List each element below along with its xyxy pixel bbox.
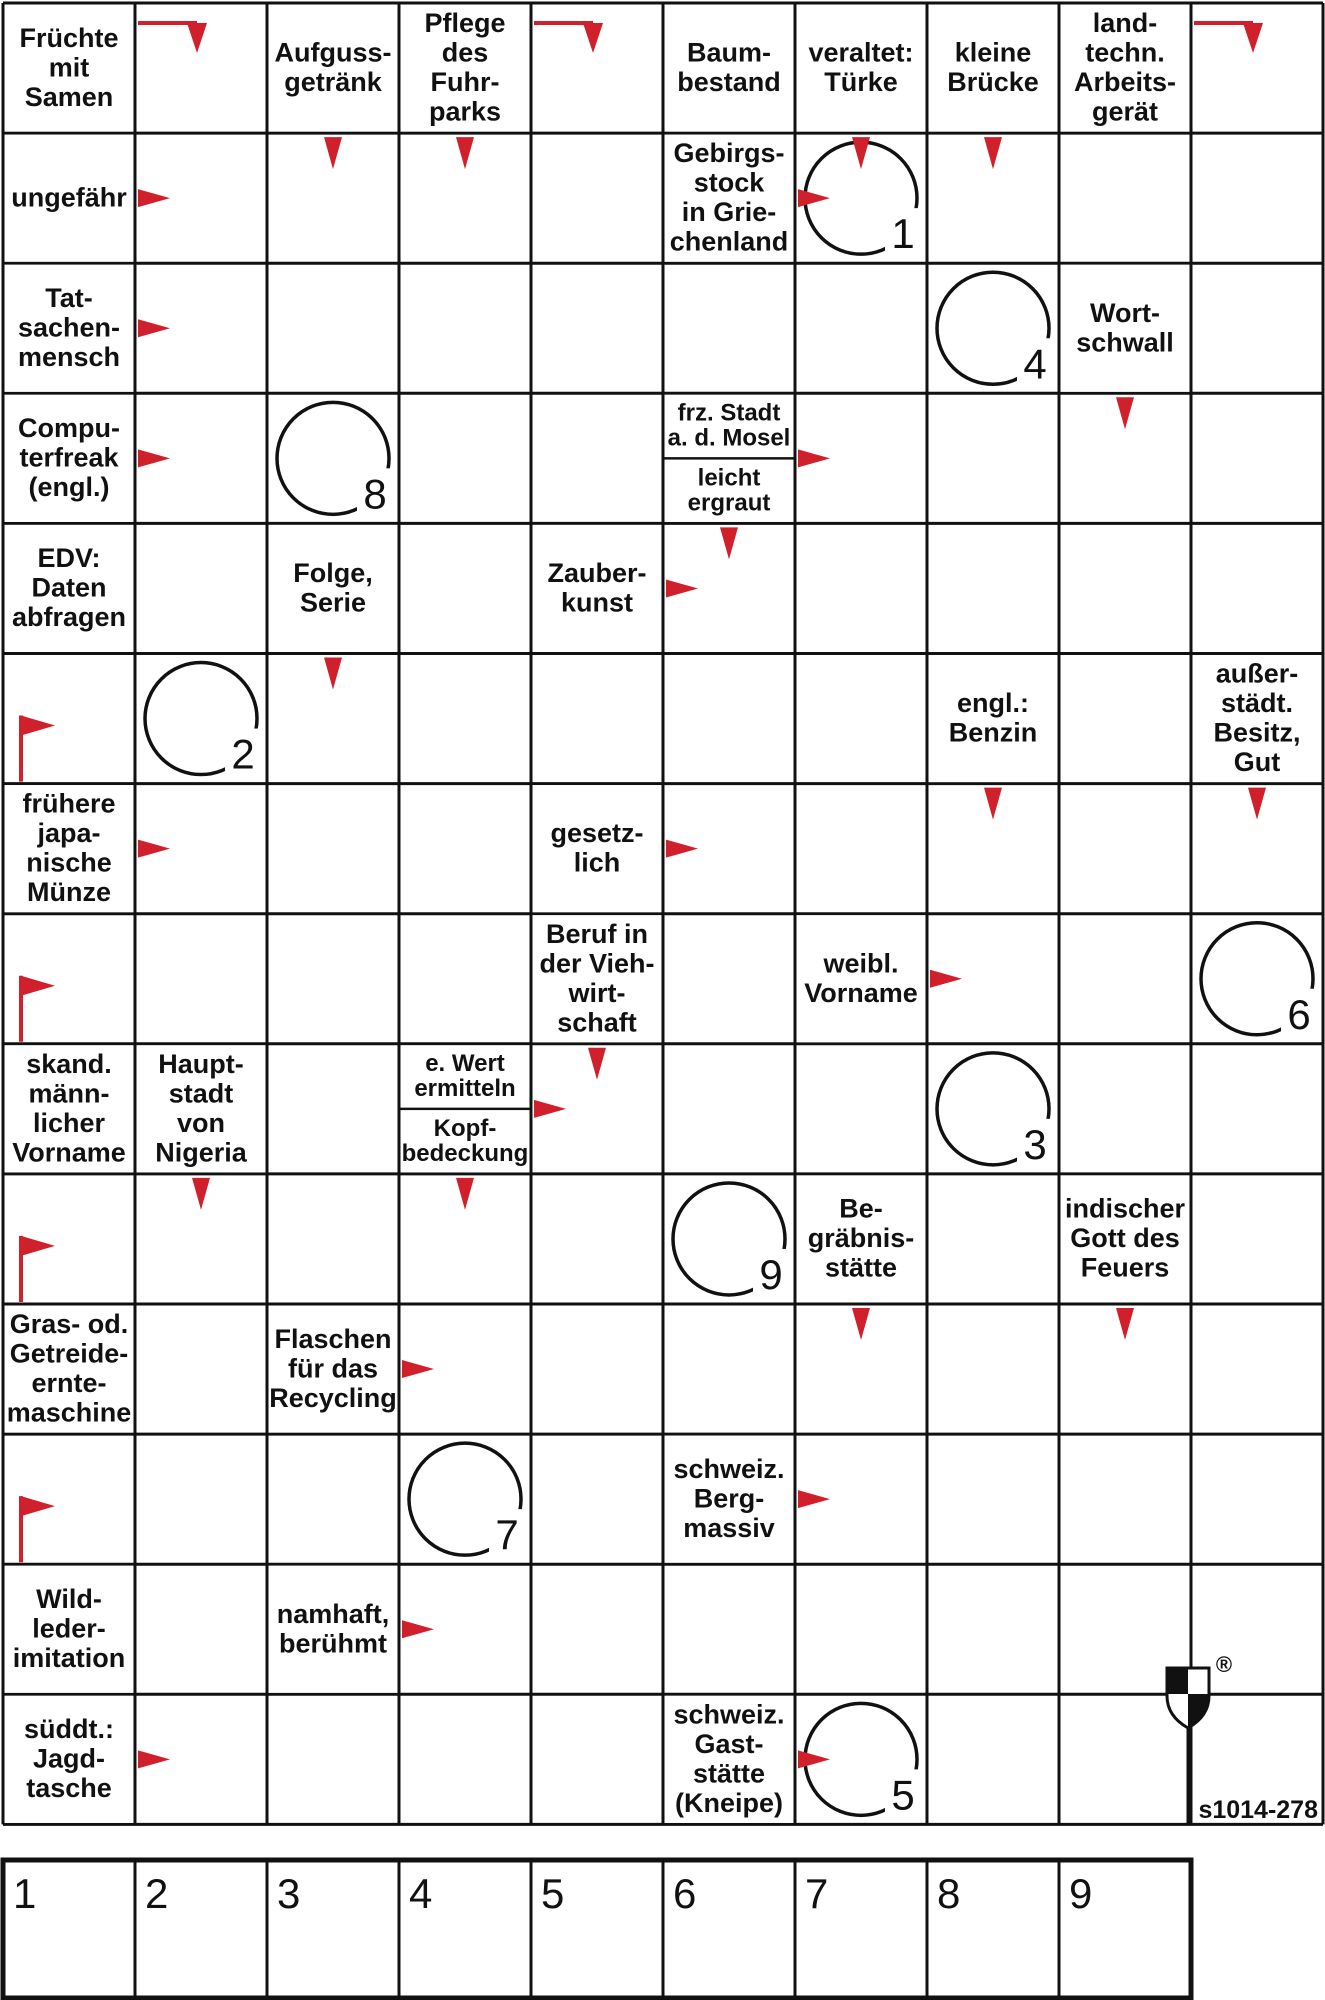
clue-text-line: Gras- od. xyxy=(9,1309,129,1340)
answer-cell-r8-c6[interactable] xyxy=(795,1044,927,1174)
circle-number: 4 xyxy=(1023,340,1047,388)
answer-cell-r4-c7[interactable] xyxy=(927,523,1059,653)
clue-text-line: bedeckung xyxy=(401,1139,529,1167)
clue-text-line: land- xyxy=(1092,8,1158,39)
clue-cell xyxy=(5,785,134,912)
answer-cell-r8-c9[interactable] xyxy=(1191,1044,1323,1174)
solution-number: 6 xyxy=(673,1870,697,1917)
clue-text-line: Berg- xyxy=(693,1483,765,1514)
answer-cell-r13-c4[interactable] xyxy=(531,1694,663,1824)
clue-cell xyxy=(665,135,794,262)
clue-text-line: veraltet: xyxy=(808,37,914,68)
clue-text-line: japa- xyxy=(37,818,101,849)
clue-text-line: skand. xyxy=(26,1048,112,1079)
clue-text-line: imitation xyxy=(12,1643,126,1674)
answer-cell-r12-c6[interactable] xyxy=(795,1564,927,1694)
clue-text-line: engl.: xyxy=(957,688,1029,719)
clue-text-line: chenland xyxy=(669,226,789,257)
answer-cell-r8-c5[interactable] xyxy=(663,1044,795,1174)
clue-cell xyxy=(1061,5,1190,132)
clue-cell xyxy=(797,5,926,132)
clue-text-line: in Grie- xyxy=(681,197,777,228)
clue-text-line: Serie xyxy=(299,587,367,618)
clue-text-line: lich xyxy=(573,847,621,878)
clue-text-line: Pflege xyxy=(424,8,506,39)
answer-cell-r8-c8[interactable] xyxy=(1059,1044,1191,1174)
answer-cell-r11-c9[interactable] xyxy=(1191,1434,1323,1564)
clue-text-line: männ- xyxy=(28,1078,110,1109)
clue-text-line: des xyxy=(441,37,489,68)
answer-cell-r7-c5[interactable] xyxy=(663,914,795,1044)
answer-cell-r10-c5[interactable] xyxy=(663,1304,795,1434)
clue-text-line: städt. xyxy=(1220,688,1294,719)
answer-cell-r5-c5[interactable] xyxy=(663,654,795,784)
answer-cell-r4-c8[interactable] xyxy=(1059,523,1191,653)
clue-text-line: Beruf in xyxy=(545,918,649,949)
answer-cell-r13-c2[interactable] xyxy=(267,1694,399,1824)
clue-cell xyxy=(269,1306,398,1433)
clue-cell xyxy=(5,1045,134,1172)
answer-cell-r10-c9[interactable] xyxy=(1191,1304,1323,1434)
clue-text-line: Kopf- xyxy=(433,1114,497,1142)
clue-text-line: frühere xyxy=(22,788,116,819)
clue-text-line: Folge, xyxy=(293,557,373,588)
answer-cell-r4-c9[interactable] xyxy=(1191,523,1323,653)
circle-number: 1 xyxy=(891,210,915,258)
answer-cell-r5-c3[interactable] xyxy=(399,654,531,784)
answer-cell-r6-c3[interactable] xyxy=(399,784,531,914)
clue-cell xyxy=(533,785,662,912)
clue-text-line: Türke xyxy=(824,67,898,98)
clue-text-line: tasche xyxy=(26,1773,112,1804)
clue-text-line: massiv xyxy=(683,1512,775,1543)
solution-row xyxy=(3,1860,1191,1998)
clue-cell xyxy=(929,5,1058,132)
answer-cell-r1-c8[interactable] xyxy=(1059,133,1191,263)
answer-cell-r12-c4[interactable] xyxy=(531,1564,663,1694)
clue-cell xyxy=(5,525,134,652)
clue-text-line: Münze xyxy=(27,877,111,908)
answer-cell-r2-c9[interactable] xyxy=(1191,263,1323,393)
clue-cell xyxy=(665,1436,794,1563)
clue-text-line: Jagd- xyxy=(32,1743,106,1774)
answer-cell-r1-c9[interactable] xyxy=(1191,133,1323,263)
clue-text-line: Be- xyxy=(839,1193,883,1224)
answer-cell-r2-c5[interactable] xyxy=(663,263,795,393)
answer-cell-r7-c3[interactable] xyxy=(399,914,531,1044)
clue-cell xyxy=(1061,265,1190,392)
clue-cell xyxy=(1193,655,1322,782)
answer-cell-r4-c3[interactable] xyxy=(399,523,531,653)
answer-cell-r3-c4[interactable] xyxy=(531,393,663,523)
clue-text-line: kleine xyxy=(954,37,1032,68)
clue-cell xyxy=(137,1045,266,1172)
clue-cell xyxy=(269,5,398,132)
clue-text-line: Fuhr- xyxy=(430,67,500,98)
clue-text-line: Gut xyxy=(1233,747,1281,778)
clue-cell xyxy=(269,525,398,652)
circle-number: 7 xyxy=(495,1511,519,1559)
clue-text-line: außer- xyxy=(1215,658,1299,689)
clue-text-line: gerät xyxy=(1091,96,1159,127)
clue-text-line: terfreak xyxy=(19,442,119,473)
answer-cell-r6-c2[interactable] xyxy=(267,784,399,914)
answer-cell-r3-c9[interactable] xyxy=(1191,393,1323,523)
clue-cell xyxy=(5,135,134,262)
clue-cell xyxy=(797,1175,926,1302)
solution-number: 9 xyxy=(1069,1870,1093,1917)
clue-text-line: (Kneipe) xyxy=(675,1787,783,1818)
clue-cell xyxy=(929,655,1058,782)
answer-cell-r12-c1[interactable] xyxy=(135,1564,267,1694)
clue-text-line: Recycling xyxy=(269,1382,397,1413)
circle-number: 9 xyxy=(759,1250,783,1298)
clue-text-line: Nigeria xyxy=(155,1137,247,1168)
answer-cell-r2-c3[interactable] xyxy=(399,263,531,393)
clue-cell xyxy=(401,5,530,132)
clue-text-line: gesetz- xyxy=(550,818,644,849)
answer-cell-r11-c7[interactable] xyxy=(927,1434,1059,1564)
circle-number: 2 xyxy=(231,730,255,778)
shield-quarter xyxy=(1167,1668,1188,1694)
answer-cell-r7-c8[interactable] xyxy=(1059,914,1191,1044)
clue-cell xyxy=(665,460,794,522)
clue-text-line: schweiz. xyxy=(673,1453,785,1484)
clue-text-line: mit xyxy=(48,52,90,83)
clue-cell xyxy=(663,395,795,459)
clue-text-line: stätte xyxy=(824,1252,898,1283)
clue-cell xyxy=(533,915,662,1042)
clue-text-line: Besitz, xyxy=(1213,717,1301,748)
clue-text-line: Gebirgs- xyxy=(673,138,785,169)
solution-number: 8 xyxy=(937,1870,961,1917)
answer-cell-r10-c1[interactable] xyxy=(135,1304,267,1434)
circle-number: 3 xyxy=(1023,1120,1047,1168)
answer-cell-r1-c4[interactable] xyxy=(531,133,663,263)
answer-cell-r12-c9[interactable] xyxy=(1191,1564,1323,1694)
clue-text-line: Samen xyxy=(24,81,114,112)
clue-text-line: Feuers xyxy=(1080,1252,1170,1283)
clue-text-line: maschine xyxy=(6,1397,132,1428)
answer-cell-r9-c2[interactable] xyxy=(267,1174,399,1304)
clue-text-line: schaft xyxy=(557,1007,637,1038)
answer-cell-r11-c4[interactable] xyxy=(531,1434,663,1564)
clue-text-line: leicht xyxy=(697,464,761,492)
clue-cell xyxy=(5,395,134,522)
answer-cell-r10-c4[interactable] xyxy=(531,1304,663,1434)
clue-text-line: nische xyxy=(26,847,112,878)
clue-text-line: namhaft, xyxy=(276,1598,390,1629)
circle-number: 8 xyxy=(363,470,387,518)
clue-text-line: schwall xyxy=(1076,327,1174,358)
clue-text-line: leder- xyxy=(32,1613,106,1644)
clue-text-line: parks xyxy=(428,96,502,127)
clue-text-line: stätte xyxy=(692,1758,766,1789)
answer-cell-r11-c8[interactable] xyxy=(1059,1434,1191,1564)
clue-cell xyxy=(5,1696,134,1823)
solution-number: 7 xyxy=(805,1870,829,1917)
solution-number: 2 xyxy=(145,1870,169,1917)
clue-text-line: ermitteln xyxy=(414,1074,516,1102)
puzzle-code: s1014-278 xyxy=(1198,1796,1318,1824)
answer-cell-r7-c1[interactable] xyxy=(135,914,267,1044)
answer-cell-r13-c7[interactable] xyxy=(927,1694,1059,1824)
clue-text-line: ernte- xyxy=(31,1368,107,1399)
clue-text-line: von xyxy=(176,1107,226,1138)
solution-number: 1 xyxy=(13,1870,37,1917)
clue-text-line: mensch xyxy=(17,342,121,373)
answer-cell-r10-c7[interactable] xyxy=(927,1304,1059,1434)
answer-cell-r7-c2[interactable] xyxy=(267,914,399,1044)
clue-text-line: frz. Stadt xyxy=(677,399,781,427)
clue-text-line: a. d. Mosel xyxy=(667,424,791,452)
clue-text-line: Haupt- xyxy=(158,1048,244,1079)
clue-text-line: EDV: xyxy=(37,543,101,574)
clue-cell xyxy=(665,5,794,132)
clue-text-line: stock xyxy=(693,167,765,198)
clue-text-line: Gott des xyxy=(1070,1223,1180,1254)
clue-text-line: licher xyxy=(32,1107,106,1138)
clue-cell xyxy=(5,1566,134,1693)
clue-cell xyxy=(797,915,926,1042)
clue-text-line: Flaschen xyxy=(274,1323,392,1354)
answer-cell-r6-c8[interactable] xyxy=(1059,784,1191,914)
clue-text-line: stadt xyxy=(168,1078,234,1109)
answer-cell-r2-c4[interactable] xyxy=(531,263,663,393)
clue-text-line: Gast- xyxy=(694,1728,764,1759)
clue-text-line: Tat- xyxy=(45,283,93,314)
circle-number: 5 xyxy=(891,1771,915,1819)
answer-cell-r2-c2[interactable] xyxy=(267,263,399,393)
clue-cell xyxy=(665,1696,794,1823)
clue-text-line: Baum- xyxy=(686,37,772,68)
clue-text-line: Arbeits- xyxy=(1073,67,1177,98)
answer-cell-r2-c6[interactable] xyxy=(795,263,927,393)
clue-text-line: Brücke xyxy=(947,67,1039,98)
answer-cell-r11-c1[interactable] xyxy=(135,1434,267,1564)
answer-cell-r3-c3[interactable] xyxy=(399,393,531,523)
clue-text-line: Früchte xyxy=(19,22,119,53)
clue-text-line: Vorname xyxy=(804,977,918,1008)
solution-number: 3 xyxy=(277,1870,301,1917)
clue-text-line: indischer xyxy=(1064,1193,1186,1224)
clue-text-line: ergraut xyxy=(687,489,771,517)
answer-cell-r9-c7[interactable] xyxy=(927,1174,1059,1304)
clue-text-line: techn. xyxy=(1085,37,1165,68)
clue-text-line: für das xyxy=(287,1353,379,1384)
clue-text-line: berühmt xyxy=(279,1628,387,1659)
clue-text-line: Compu- xyxy=(18,413,120,444)
registered-mark: ® xyxy=(1215,1652,1233,1677)
clue-text-line: Aufguss- xyxy=(274,37,392,68)
solution-number: 4 xyxy=(409,1870,433,1917)
clue-text-line: ungefähr xyxy=(11,182,127,213)
clue-text-line: Wild- xyxy=(36,1584,102,1615)
clue-text-line: kunst xyxy=(560,587,634,618)
clue-text-line: Benzin xyxy=(948,717,1038,748)
answer-cell-r4-c1[interactable] xyxy=(135,523,267,653)
clue-text-line: getränk xyxy=(284,67,382,98)
clue-cell xyxy=(399,1045,531,1109)
clue-text-line: e. Wert xyxy=(425,1049,505,1077)
clue-text-line: weibl. xyxy=(823,948,899,979)
clue-text-line: Daten xyxy=(31,572,107,603)
clue-text-line: sachen- xyxy=(17,312,121,343)
answer-cell-r12-c5[interactable] xyxy=(663,1564,795,1694)
solution-number: 5 xyxy=(541,1870,565,1917)
clue-text-line: bestand xyxy=(677,67,781,98)
clue-cell xyxy=(533,525,662,652)
answer-cell-r5-c4[interactable] xyxy=(531,654,663,784)
clue-text-line: süddt.: xyxy=(24,1714,114,1745)
answer-cell-r4-c6[interactable] xyxy=(795,523,927,653)
answer-cell-r6-c6[interactable] xyxy=(795,784,927,914)
clue-text-line: Vorname xyxy=(12,1137,126,1168)
answer-cell-r13-c3[interactable] xyxy=(399,1694,531,1824)
clue-cell xyxy=(5,1306,134,1433)
answer-cell-r3-c7[interactable] xyxy=(927,393,1059,523)
clue-text-line: gräbnis- xyxy=(807,1223,915,1254)
clue-text-line: der Vieh- xyxy=(539,948,655,979)
answer-cell-r9-c9[interactable] xyxy=(1191,1174,1323,1304)
clue-cell xyxy=(5,5,134,132)
clue-cell xyxy=(5,265,134,392)
clue-cell xyxy=(269,1566,398,1693)
answer-cell-r8-c2[interactable] xyxy=(267,1044,399,1174)
clue-text-line: Zauber- xyxy=(547,557,647,588)
clue-text-line: (engl.) xyxy=(28,472,110,503)
clue-cell xyxy=(401,1110,530,1172)
clue-text-line: abfragen xyxy=(11,602,127,633)
circle-number: 6 xyxy=(1287,990,1311,1038)
clue-cell xyxy=(1061,1175,1190,1302)
answer-cell-r5-c8[interactable] xyxy=(1059,654,1191,784)
clue-text-line: Getreide- xyxy=(9,1338,129,1369)
clue-text-line: schweiz. xyxy=(673,1699,785,1730)
answer-cell-r9-c4[interactable] xyxy=(531,1174,663,1304)
answer-cell-r5-c6[interactable] xyxy=(795,654,927,784)
answer-cell-r12-c7[interactable] xyxy=(927,1564,1059,1694)
clue-text-line: Wort- xyxy=(1090,297,1160,328)
clue-text-line: wirt- xyxy=(568,977,626,1008)
answer-cell-r11-c2[interactable] xyxy=(267,1434,399,1564)
